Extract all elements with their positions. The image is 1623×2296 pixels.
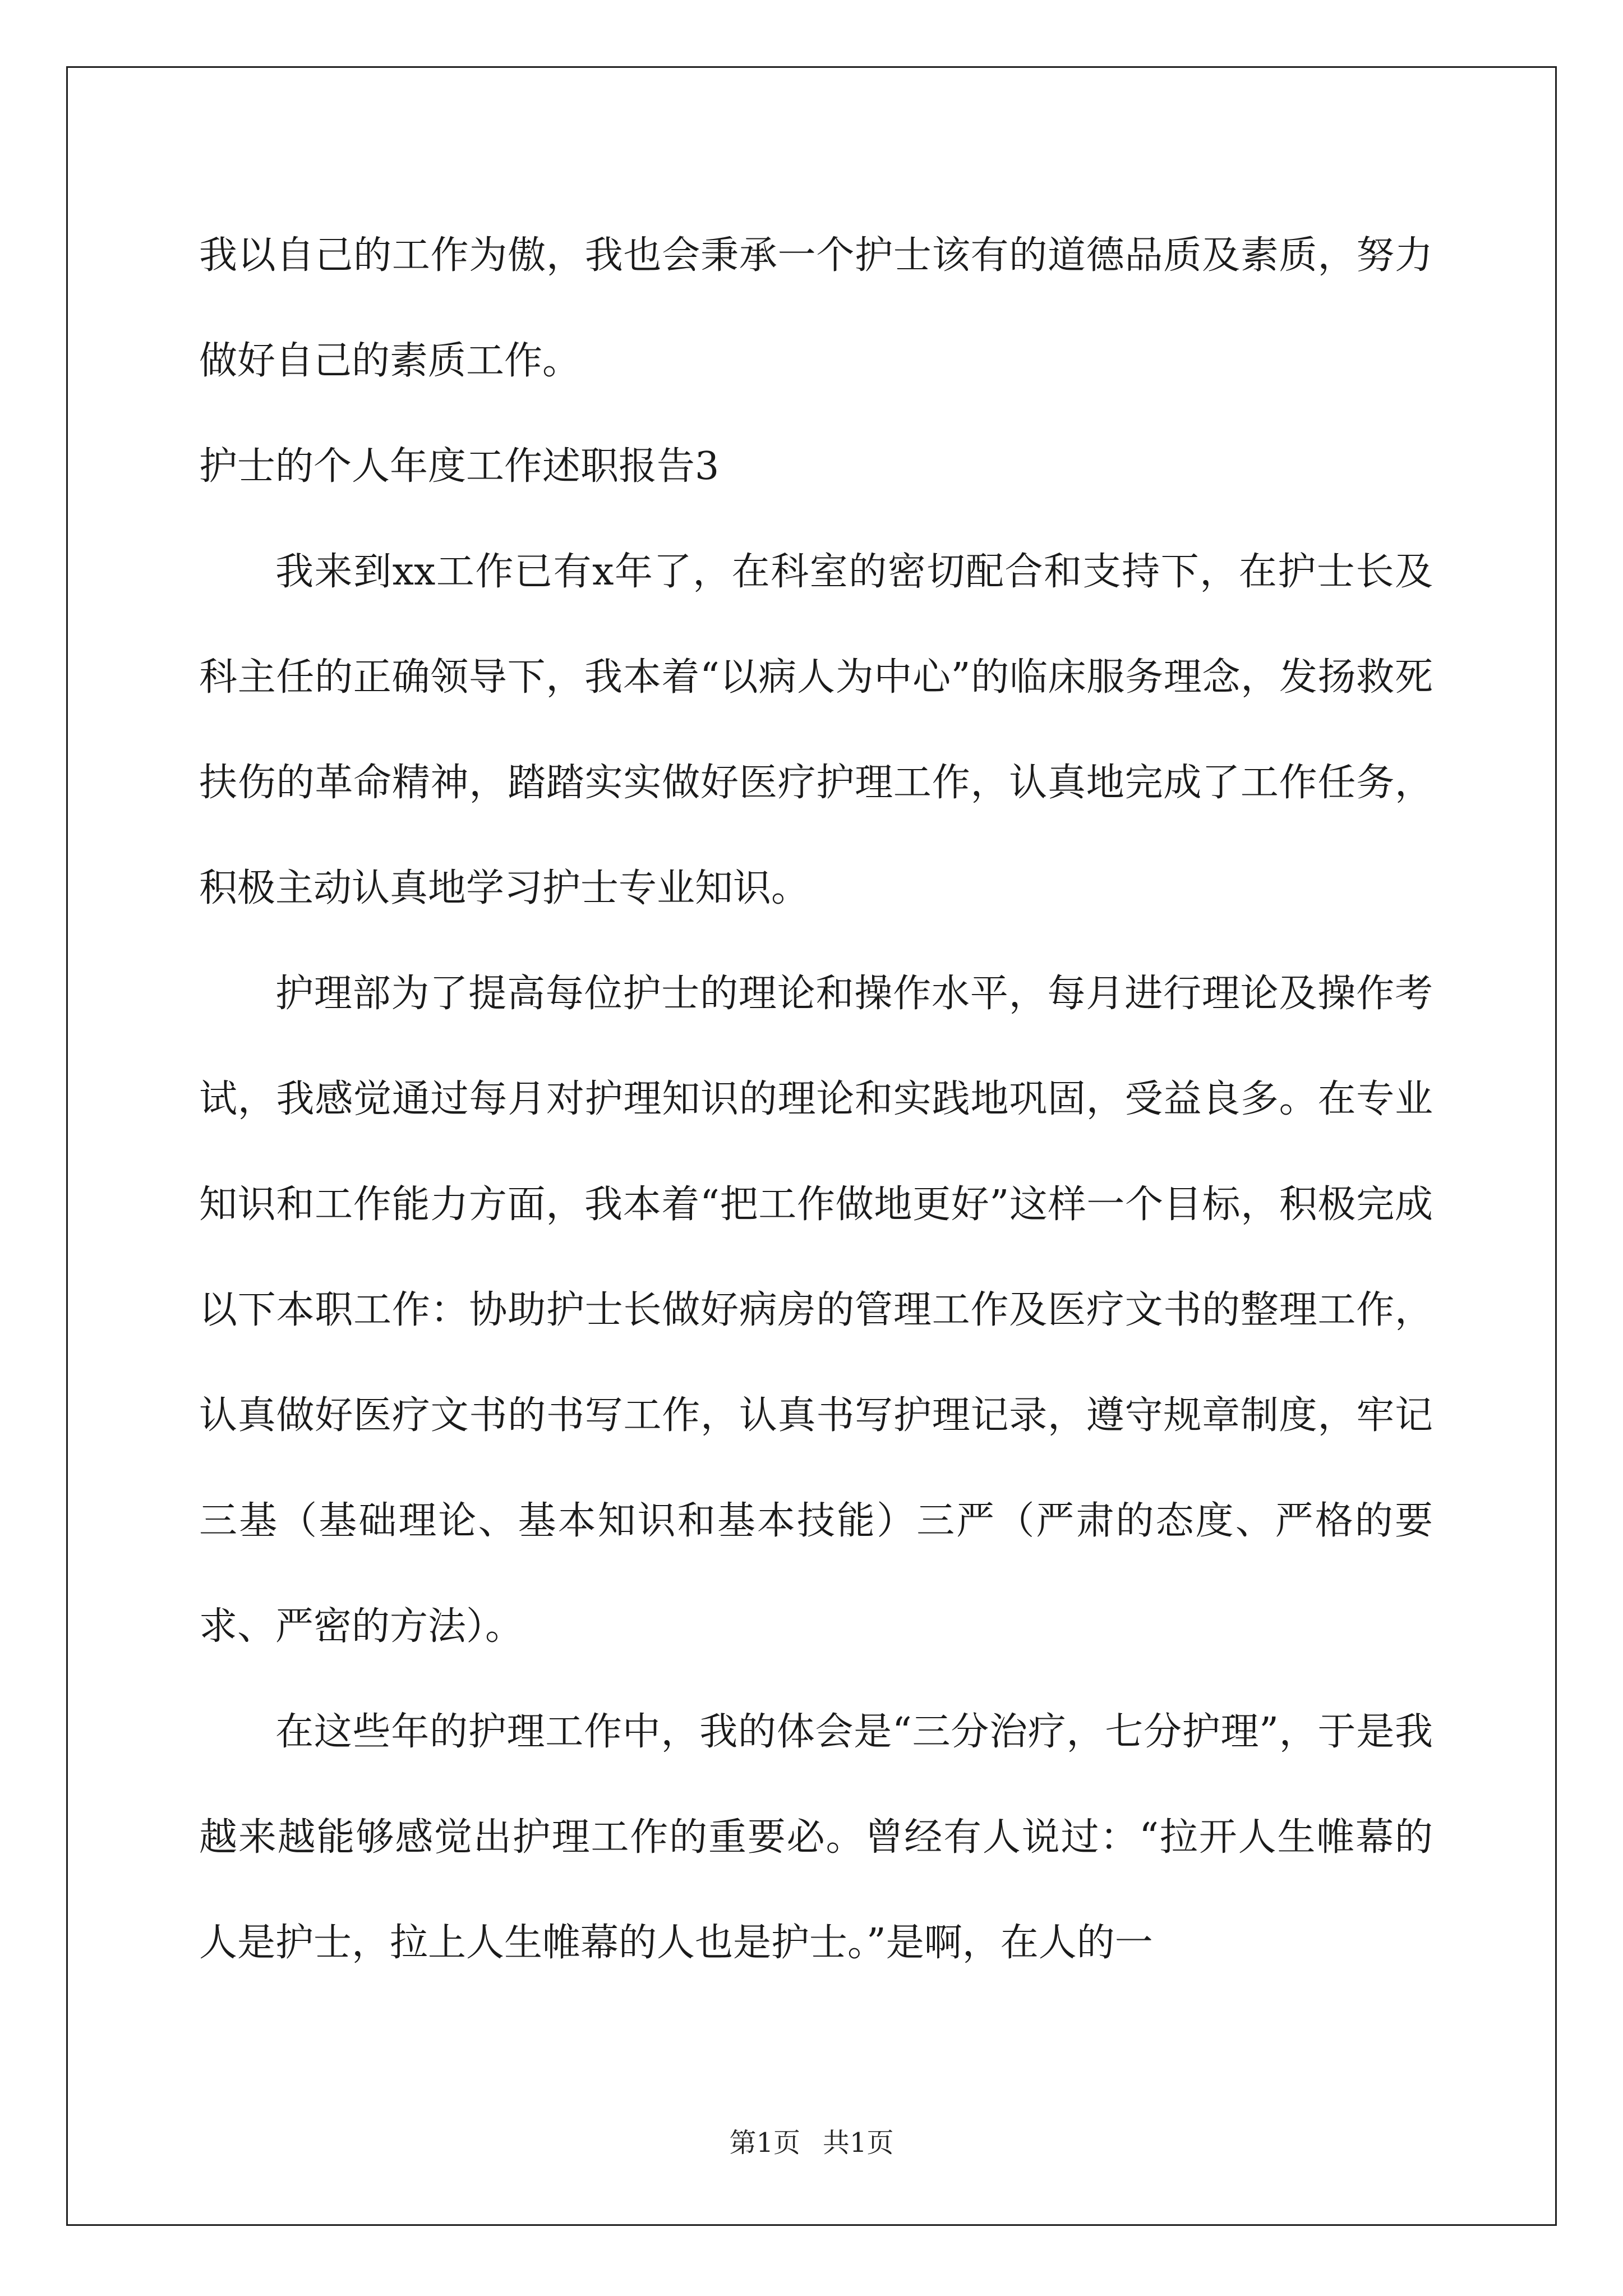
document-body — [199, 203, 1433, 1996]
paragraph: 我来到xx工作已有x年了，在科室的密切配合和支持下，在护士长及科主任的正确领导下，我本着“以病人为中心”的临床服务理念，发扬救死扶伤的革命精神，踏踏实实做好医疗护理工作，认真地完成了工作任务，积极主动认真地学习护士专业知识。 — [199, 550, 1433, 910]
page-number-current: 第1页 — [729, 2127, 800, 2159]
paragraph-continuation: 我以自己的工作为傲，我也会秉承一个护士该有的道德品质及素质，努力做好自己的素质工作。 — [199, 233, 1433, 383]
paragraph: 护理部为了提高每位护士的理论和操作水平，每月进行理论及操作考试，我感觉通过每月对护理知识的理论和实践地巩固，受益良多。在专业知识和工作能力方面，我本着“把工作做地更好”这样一个目标，积极完成以下本职工作：协助护士长做好病房的管理工作及医疗文书的整理工作，认真做好医疗文书的书写工作，认真书写护理记录，遵守规章制度，牢记三基（基础理论、基本知识和基本技能）三严（严肃的态度、严格的要求、严密的方法）。 — [199, 972, 1433, 1649]
page-number-total: 共1页 — [823, 2127, 894, 2159]
section-heading: 护士的个人年度工作述职报告3 — [199, 444, 720, 489]
paragraph: 在这些年的护理工作中，我的体会是“三分治疗，七分护理”，于是我越来越能够感觉出护理工作的重要必。曾经有人说过：“拉开人生帷幕的人是护士，拉上人生帷幕的人也是护士。”是啊，在人的一 — [199, 1710, 1433, 1965]
page-footer — [0, 2126, 1623, 2160]
